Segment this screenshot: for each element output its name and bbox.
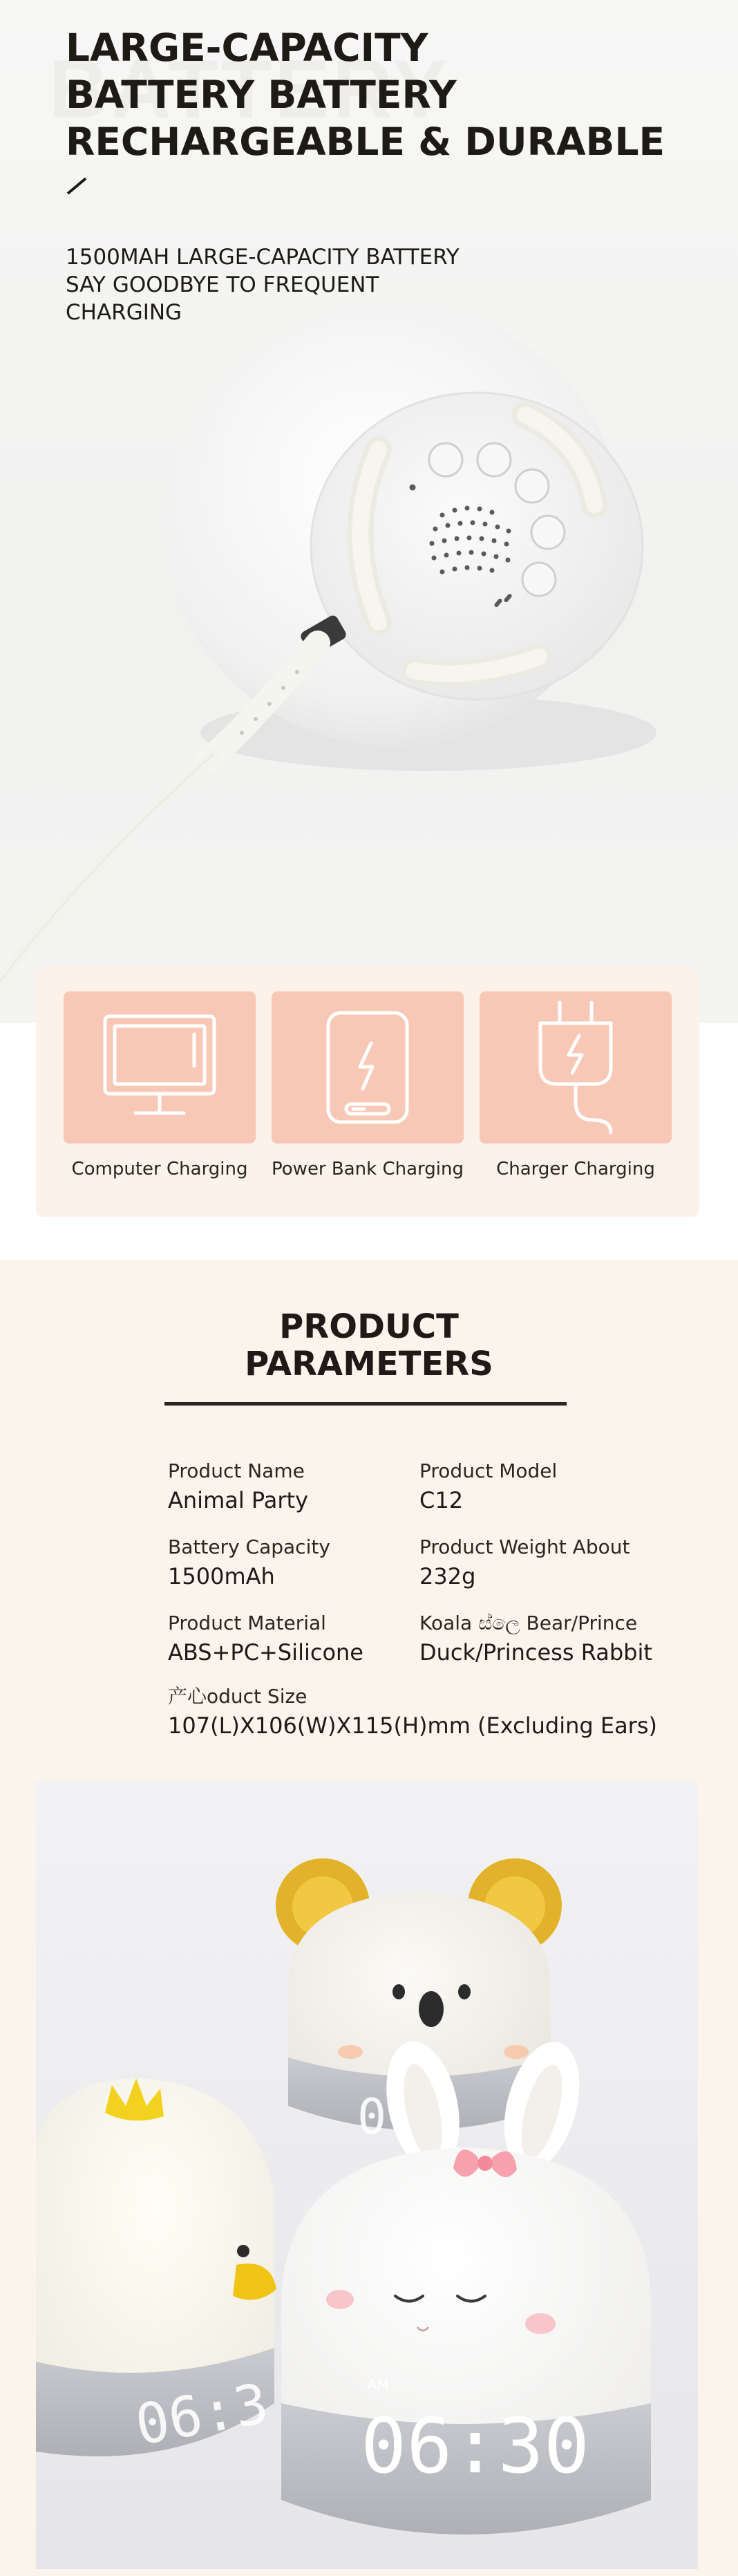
charger-charging-label: Charger Charging — [496, 1159, 655, 1179]
param-value: C12 — [419, 1487, 464, 1513]
param-value: 1500mAh — [168, 1563, 275, 1589]
subline-line-2: SAY GOODBYE TO FREQUENT — [66, 272, 379, 297]
battery-section — [0, 0, 738, 1023]
param-product-styles — [419, 1609, 652, 1668]
charging-options-panel — [36, 967, 699, 1217]
param-product-name — [168, 1457, 308, 1515]
power-bank-charging-card — [272, 991, 464, 1144]
rabbit-clock-am: AM — [368, 2376, 389, 2393]
param-product-material — [168, 1609, 363, 1668]
slash-divider — [67, 178, 87, 195]
animal-clocks-image — [36, 1781, 698, 2569]
charger-plug-icon — [531, 998, 621, 1137]
power-bank-icon — [323, 1009, 413, 1126]
subline-line-1: 1500MAH LARGE-CAPACITY BATTERY — [66, 245, 460, 270]
headline-line-1: LARGE-CAPACITY — [66, 26, 428, 70]
rabbit-clock-digits: 06:30 — [361, 2402, 590, 2490]
param-label: 产心oduct Size — [168, 1685, 308, 1708]
param-value: Animal Party — [168, 1487, 309, 1513]
params-title — [0, 1308, 738, 1383]
speaker-device-image — [0, 263, 738, 1023]
param-label: Product Model — [419, 1459, 558, 1482]
param-label: Product Weight About — [419, 1536, 630, 1558]
headline-line-2: BATTERY BATTERY — [66, 73, 457, 117]
params-title-line-1: PRODUCT — [279, 1307, 459, 1346]
param-battery-capacity — [168, 1533, 330, 1592]
computer-charging-card — [64, 991, 256, 1144]
param-label: Koala ස්ලෙ Bear/Prince — [419, 1612, 638, 1634]
koala-clock-digits: 0 — [357, 2089, 387, 2145]
param-product-model — [419, 1457, 557, 1515]
computer-monitor-icon — [101, 1012, 218, 1123]
params-title-line-2: PARAMETERS — [245, 1345, 493, 1383]
params-title-underline — [164, 1402, 567, 1406]
param-product-size — [168, 1683, 657, 1741]
headline-line-3: RECHARGEABLE & DURABLE — [66, 120, 665, 164]
param-label: Product Material — [168, 1612, 326, 1634]
param-product-weight — [419, 1533, 630, 1592]
duck-clock-digits: 06:3 — [131, 2371, 274, 2458]
param-label: Product Name — [168, 1459, 305, 1482]
param-value: Duck/Princess Rabbit — [419, 1639, 652, 1665]
subline-line-3: CHARGING — [66, 300, 182, 325]
power-bank-charging-label: Power Bank Charging — [272, 1159, 464, 1179]
animal-clocks-photo — [36, 1781, 698, 2569]
param-value: 107(L)X106(W)X115(H)mm (Excluding Ears) — [168, 1712, 657, 1739]
computer-charging-label: Computer Charging — [71, 1159, 248, 1179]
param-value: 232g — [419, 1563, 476, 1589]
charger-charging-card — [480, 991, 672, 1144]
param-label: Battery Capacity — [168, 1536, 330, 1558]
param-value: ABS+PC+Silicone — [168, 1639, 363, 1665]
battery-headline — [66, 24, 688, 165]
